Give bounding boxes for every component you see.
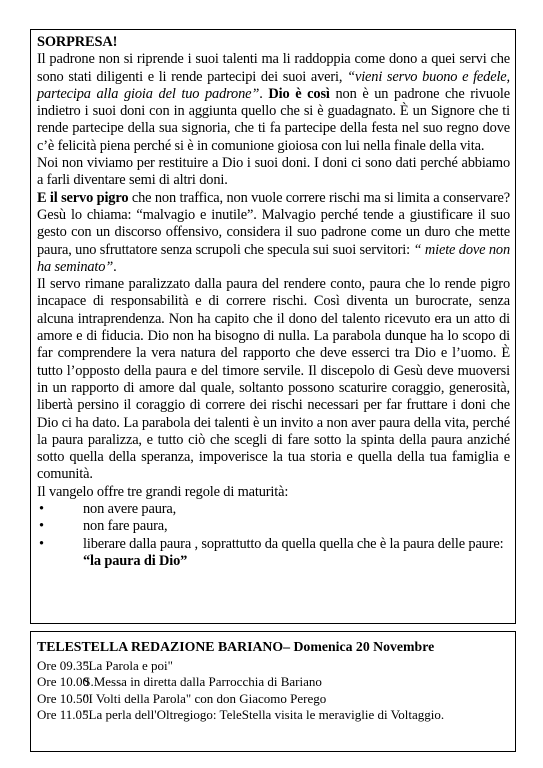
bullet-icon: • [39, 535, 44, 552]
p3-quote: “ miete dove non ha seminato” [37, 241, 510, 275]
schedule-row [37, 707, 510, 723]
rule-item-3 [37, 536, 510, 571]
article-title: SORPRESA! [37, 34, 118, 50]
paragraph-3 [37, 190, 510, 276]
schedule-row [37, 691, 510, 707]
rule-1-text: non avere paura, [83, 501, 177, 518]
rule-item-2 [37, 518, 510, 535]
p1-text-c: non è un padrone che rivuole indietro i suoi doni con in aggiunta quello che si è guadagnato. È un Signore che ti rende partecipe della sua signoria, che ti fa partecipe della festa nel suo regno dove c’è felicità piena perché si è in comunione gioiosa con lui nella finale della vita. [37, 85, 510, 154]
schedule-row [37, 674, 510, 690]
schedule-row [37, 658, 510, 674]
p1-text-b: . [259, 85, 269, 102]
article-box [30, 29, 516, 624]
p3-text-b: . [113, 258, 117, 275]
rule-2-text: non fare paura, [83, 518, 168, 535]
paragraph-4: Il servo rimane paralizzato dalla paura del rendere conto, paura che lo rende pigro incapace di responsabilità e di correre rischi. Così diventa un burocrate, senza alcuna intraprendenza. Non ha capito che il dono del talento ricevuto era un atto di amore e di fiducia. Dio non ha bisogno di nulla. La parabola dunque ha lo scopo di far comprendere la vera natura del rapporto che deve esserci tra Dio e l’uomo. È tutto l’opposto della paura e del timore servile. Il discepolo di Gesù deve muoversi in un rapporto di amore dal quale, soltanto possono scaturire coraggio, generosità, libertà persino il coraggio di correre dei rischi necessari per far fruttare i doni che Dio ci ha dato. La parabola dei talenti è un invito a non aver paura della vita, perché la paura paralizza, e tutto ciò che scegli di fare sotto la spinta della paura anziché sotto quella della speranza, impoverisce la tua storia e quella della tua famiglia e comunità. [37, 276, 510, 483]
schedule-program: "I Volti della Parola" con don Giacomo Perego [83, 690, 327, 706]
schedule-program: "La perla dell'Oltregiogo: TeleStella visita le meraviglie di Voltaggio. [83, 707, 445, 723]
p1-quote: “vieni servo buono e fedele, partecipa alla gioia del tuo padrone” [37, 68, 510, 102]
schedule-time: Ore 10.00 [37, 674, 89, 690]
p1-bold: Dio è così [268, 85, 330, 102]
rule-3-text: liberare dalla paura , soprattutto da quella quella che è la paura delle paure: [83, 535, 504, 552]
schedule-program: S.Messa in diretta dalla Parrocchia di Bariano [83, 674, 322, 690]
bullet-icon: • [39, 501, 44, 518]
article-body [37, 34, 510, 570]
p3-bold: E il servo pigro [37, 189, 129, 206]
bullet-icon: • [39, 518, 44, 535]
rule-3-bold: “la paura di Dio” [83, 552, 188, 569]
paragraph-2: Noi non viviamo per restituire a Dio i suoi doni. I doni ci sono dati perché abbiamo a farli diventare semi di altri doni. [37, 155, 510, 189]
paragraph-5: Il vangelo offre tre grandi regole di maturità: [37, 483, 289, 500]
rules-list [37, 501, 510, 570]
p3-text-a: che non traffica, non vuole correre rischi ma si limita a conservare? Gesù lo chiama: “malvagio e inutile”. Malvagio perché tende a giustificare il suo gesto con un discorso offensivo, considera il suo padrone come un duro che mette paura, uno sfruttatore senza scrupoli che specula sui suoi servitori: [37, 189, 510, 258]
schedule-time: Ore 09.35 [37, 658, 89, 673]
schedule-title: TELESTELLA REDAZIONE BARIANO– Domenica 20 Novembre [37, 639, 435, 654]
schedule-box [30, 631, 516, 752]
schedule-program: "La Parola e poi" [83, 658, 173, 673]
paragraph-1 [37, 51, 510, 155]
schedule-time: Ore 10.50 [37, 690, 89, 706]
schedule-time: Ore 11.05 [37, 707, 89, 723]
p1-text-a: Il padrone non si riprende i suoi talenti ma li raddoppia come dono a quei servi che sono stati diligenti e li rende partecipi dei suoi averi, [37, 51, 510, 85]
rule-item-1 [37, 501, 510, 518]
